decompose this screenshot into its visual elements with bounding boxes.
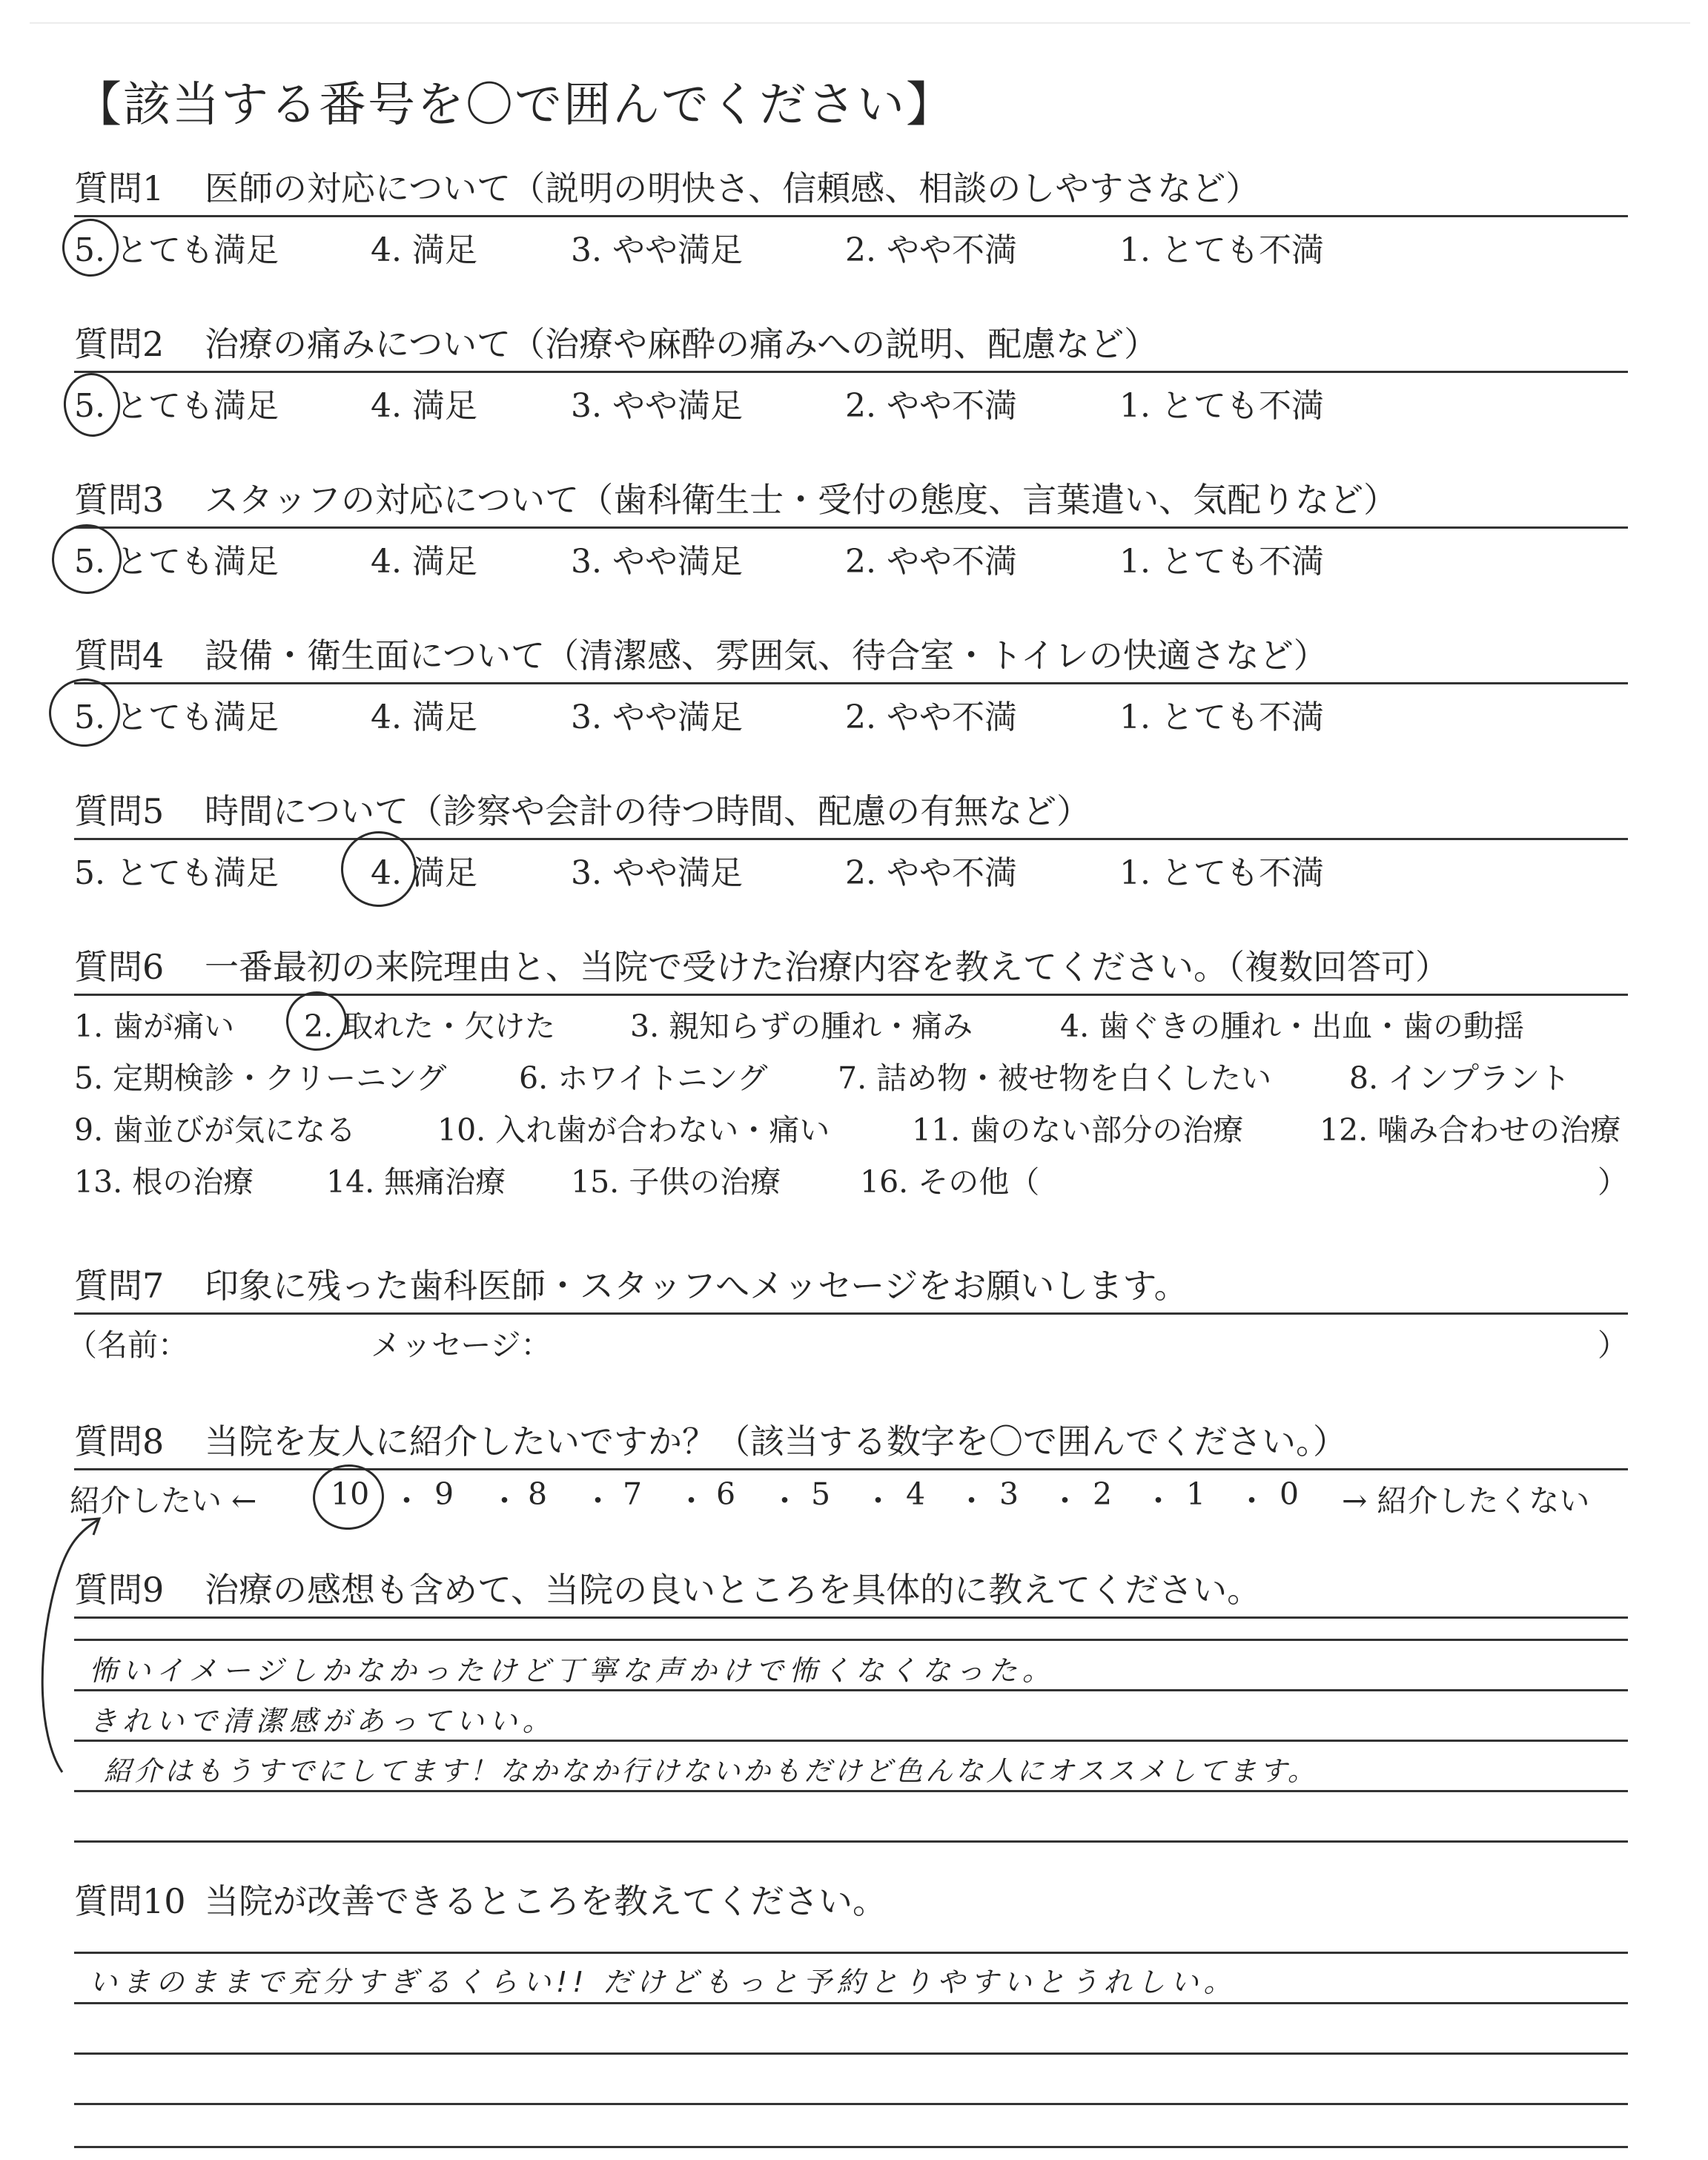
option-1[interactable]: 1. とても不満 <box>1119 698 1324 736</box>
option-2[interactable]: 2. やや不満 <box>845 698 1017 736</box>
scale-2[interactable]: 2 <box>1093 1476 1113 1512</box>
question-1-options <box>74 217 1628 269</box>
other-close-paren: ） <box>1598 1164 1628 1200</box>
question-1-text: 医師の対応について（説明の明快さ、信頼感、相談のしやすさなど） <box>205 168 1260 208</box>
reason-option-2[interactable]: 2. 取れた・欠けた <box>304 1008 556 1044</box>
question-6 <box>74 942 1628 1203</box>
question-8-header <box>74 1416 1628 1470</box>
option-5[interactable]: 5. とても満足 <box>74 543 279 581</box>
question-1 <box>74 163 1628 269</box>
scale-dot: ・ <box>1050 1483 1080 1519</box>
option-5[interactable]: 5. とても満足 <box>74 231 279 269</box>
question-4 <box>74 630 1628 736</box>
reason-option-12[interactable]: 12. 噛み合わせの治療 <box>1320 1112 1621 1148</box>
recommend-left-label: 紹介したい ← <box>70 1483 257 1519</box>
question-10-header <box>74 1876 1628 1928</box>
question-7-fields <box>67 1315 1628 1367</box>
question-7-header <box>74 1261 1628 1315</box>
option-5[interactable]: 5. とても満足 <box>74 698 279 736</box>
scale-6[interactable]: 6 <box>716 1476 736 1512</box>
question-6-text: 一番最初の来院理由と、当院で受けた治療内容を教えてください。（複数回答可） <box>205 947 1449 987</box>
question-3-text: スタッフの対応について（歯科衛生士・受付の態度、言葉遣い、気配りなど） <box>205 480 1398 520</box>
recommend-scale <box>70 1470 1628 1522</box>
question-2-header <box>74 319 1628 373</box>
reason-option-14[interactable]: 14. 無痛治療 <box>326 1164 506 1200</box>
reason-option-4[interactable]: 4. 歯ぐきの腫れ・出血・歯の動揺 <box>1060 1008 1525 1044</box>
reason-option-11[interactable]: 11. 歯のない部分の治療 <box>912 1112 1244 1148</box>
question-6-options-row-4 <box>74 1152 1628 1203</box>
option-2[interactable]: 2. やや不満 <box>845 231 1017 269</box>
reason-option-3[interactable]: 3. 親知らずの腫れ・痛み <box>630 1008 973 1044</box>
answer-line <box>74 2146 1628 2148</box>
question-10-label: 質問10 <box>74 1881 186 1921</box>
option-4[interactable]: 4. 満足 <box>371 231 477 269</box>
handwritten-answer-1: 怖いイメージしかなかったけど丁寧な声かけで怖くなくなった。 <box>89 1654 1056 1687</box>
answer-line <box>74 1689 1628 1691</box>
answer-line <box>74 1790 1628 1792</box>
option-2[interactable]: 2. やや不満 <box>845 543 1017 581</box>
reason-option-10[interactable]: 10. 入れ歯が合わない・痛い <box>437 1112 830 1148</box>
question-5 <box>74 786 1628 892</box>
scale-dot: ・ <box>489 1483 520 1519</box>
option-4[interactable]: 4. 満足 <box>371 854 477 892</box>
question-3-header <box>74 475 1628 529</box>
reason-option-1[interactable]: 1. 歯が痛い <box>74 1008 235 1044</box>
answer-line <box>74 2002 1628 2004</box>
reason-option-6[interactable]: 6. ホワイトニング <box>519 1060 768 1096</box>
question-6-label: 質問6 <box>74 947 165 987</box>
question-2-text: 治療の痛みについて（治療や麻酔の痛みへの説明、配慮など） <box>205 324 1159 364</box>
scale-9[interactable]: 9 <box>434 1476 454 1512</box>
question-9-header <box>74 1565 1628 1619</box>
scale-dot: ・ <box>956 1483 987 1519</box>
handwritten-answer-2: きれいで清潔感があっていい。 <box>89 1705 556 1737</box>
question-8-text: 当院を友人に紹介したいですか？（該当する数字を〇で囲んでください。） <box>205 1421 1347 1462</box>
scale-10[interactable]: 10 <box>331 1476 370 1512</box>
question-9-label: 質問9 <box>74 1570 165 1610</box>
question-7-text: 印象に残った歯科医師・スタッフへメッセージをお願いします。 <box>205 1266 1188 1306</box>
handwritten-improvement: いまのままで充分すぎるくらい!! だけどもっと予約とりやすいとうれしい。 <box>89 1966 1237 1998</box>
reason-option-8[interactable]: 8. インプラント <box>1349 1060 1571 1096</box>
reason-option-5[interactable]: 5. 定期検診・クリーニング <box>74 1060 447 1096</box>
recommend-right-label: → 紹介したくない <box>1342 1483 1590 1519</box>
selected-circle-mark <box>48 521 125 597</box>
question-4-header <box>74 630 1628 684</box>
question-1-label: 質問1 <box>74 168 165 208</box>
question-6-options-row-2 <box>74 1048 1628 1100</box>
option-1[interactable]: 1. とても不満 <box>1119 231 1324 269</box>
question-6-header <box>74 942 1628 996</box>
scale-dot: ・ <box>1143 1483 1174 1519</box>
question-4-text: 設備・衛生面について（清潔感、雰囲気、待合室・トイレの快適さなど） <box>205 635 1328 676</box>
question-6-options-row-3 <box>74 1100 1628 1152</box>
answer-line <box>74 1639 1628 1641</box>
option-3[interactable]: 3. やや満足 <box>571 387 743 425</box>
option-4[interactable]: 4. 満足 <box>371 387 477 425</box>
question-2 <box>74 319 1628 425</box>
message-close-paren: ） <box>1598 1327 1628 1363</box>
name-label: （名前： <box>67 1327 188 1363</box>
answer-line <box>74 1840 1628 1843</box>
answer-line <box>74 2052 1628 2055</box>
scale-0[interactable]: 0 <box>1280 1476 1300 1512</box>
question-9 <box>74 1565 1628 1846</box>
option-1[interactable]: 1. とても不満 <box>1119 854 1324 892</box>
question-10 <box>74 1876 1628 2150</box>
scale-dot: ・ <box>1237 1483 1267 1519</box>
option-5[interactable]: 5. とても満足 <box>74 854 279 892</box>
option-1[interactable]: 1. とても不満 <box>1119 543 1324 581</box>
question-3 <box>74 475 1628 581</box>
scale-dot: ・ <box>676 1483 706 1519</box>
option-3[interactable]: 3. やや満足 <box>571 231 743 269</box>
option-3[interactable]: 3. やや満足 <box>571 543 743 581</box>
option-4[interactable]: 4. 満足 <box>371 698 477 736</box>
option-3[interactable]: 3. やや満足 <box>571 854 743 892</box>
selected-circle-mark <box>337 828 420 911</box>
selected-circle-mark <box>310 1461 388 1533</box>
scale-dot: ・ <box>583 1483 613 1519</box>
question-8 <box>70 1416 1628 1522</box>
question-9-text: 治療の感想も含めて、当院の良いところを具体的に教えてください。 <box>205 1570 1262 1610</box>
question-5-label: 質問5 <box>74 791 165 831</box>
scale-dot: ・ <box>769 1483 800 1519</box>
reason-option-9[interactable]: 9. 歯並びが気になる <box>74 1112 357 1148</box>
scale-4[interactable]: 4 <box>906 1476 926 1512</box>
scale-5[interactable]: 5 <box>811 1476 831 1512</box>
scale-dot: ・ <box>391 1483 422 1519</box>
answer-line <box>74 1740 1628 1742</box>
option-2[interactable]: 2. やや不満 <box>845 854 1017 892</box>
handwritten-answer-3: 紹介はもうすでにしてます！なかなか行けないかもだけど色んな人にオススメしてます。 <box>104 1755 1318 1787</box>
question-4-options <box>74 684 1628 736</box>
question-8-label: 質問8 <box>74 1421 165 1462</box>
page-edge <box>30 22 1690 24</box>
answer-line <box>74 2103 1628 2105</box>
answer-line <box>74 1952 1628 1954</box>
question-5-header <box>74 786 1628 840</box>
option-1[interactable]: 1. とても不満 <box>1119 387 1324 425</box>
page-title: 【該当する番号を〇で囲んでください】 <box>74 78 955 133</box>
reason-option-13[interactable]: 13. 根の治療 <box>74 1164 254 1200</box>
option-4[interactable]: 4. 満足 <box>371 543 477 581</box>
question-10-text: 当院が改善できるところを教えてください。 <box>205 1881 887 1921</box>
scale-3[interactable]: 3 <box>999 1476 1019 1512</box>
scale-1[interactable]: 1 <box>1186 1476 1206 1512</box>
question-3-options <box>74 529 1628 581</box>
reason-option-16[interactable]: 16. その他（ <box>860 1164 1040 1200</box>
reason-option-15[interactable]: 15. 子供の治療 <box>571 1164 781 1200</box>
question-4-label: 質問4 <box>74 635 165 676</box>
question-2-label: 質問2 <box>74 324 165 364</box>
option-2[interactable]: 2. やや不満 <box>845 387 1017 425</box>
question-3-label: 質問3 <box>74 480 165 520</box>
selected-circle-mark <box>45 675 123 750</box>
scale-dot: ・ <box>863 1483 893 1519</box>
question-2-options <box>74 373 1628 425</box>
question-7 <box>67 1261 1628 1367</box>
scale-7[interactable]: 7 <box>623 1476 643 1512</box>
reason-option-7[interactable]: 7. 詰め物・被せ物を白くしたい <box>838 1060 1272 1096</box>
question-7-label: 質問7 <box>74 1266 165 1306</box>
message-label: メッセージ： <box>371 1327 552 1363</box>
scale-8[interactable]: 8 <box>528 1476 548 1512</box>
question-1-header <box>74 163 1628 217</box>
option-3[interactable]: 3. やや満足 <box>571 698 743 736</box>
question-5-options <box>74 840 1628 892</box>
question-6-options-row-1 <box>74 996 1628 1048</box>
question-5-text: 時間について（診察や会計の待つ時間、配慮の有無など） <box>205 791 1091 831</box>
option-5[interactable]: 5. とても満足 <box>74 387 279 425</box>
